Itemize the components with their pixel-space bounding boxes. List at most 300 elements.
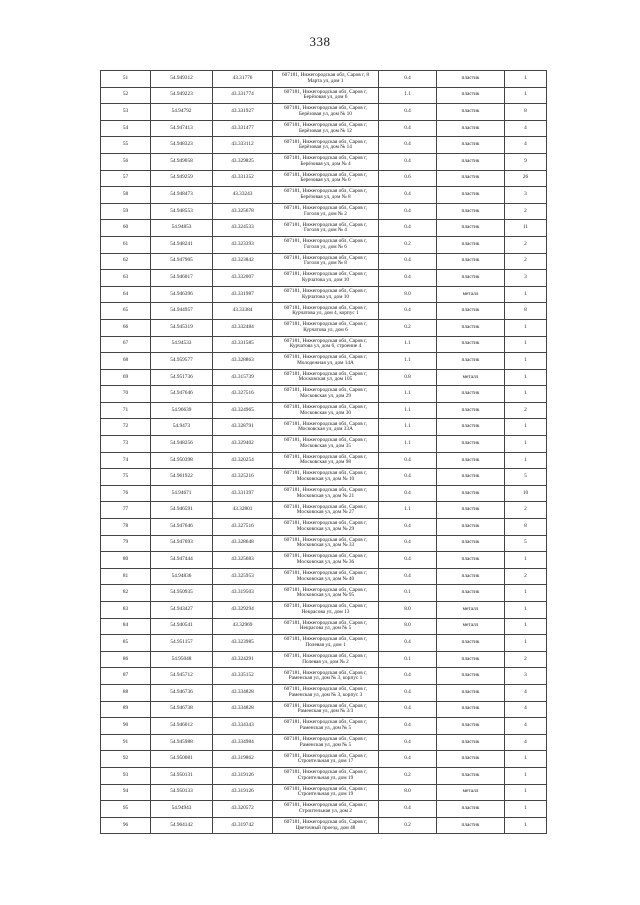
table-row [101,502,547,519]
material-cell: пластик [437,635,505,652]
address-line-1: 607181, Нижегородская обл, Саров г, [283,719,368,726]
count-cell: 1 [505,436,547,453]
latitude-cell: 54.946012 [151,718,213,735]
count-cell: 1 [505,386,547,403]
address-line-2: Курчатова ул, дом 6, строение 4 [289,343,362,350]
latitude-cell: 54.946736 [151,684,213,701]
row-number-cell: 68 [101,353,151,370]
volume-cell: 0.4 [379,303,437,320]
address-line-2: Московская ул, дом 35 [299,442,351,449]
count-cell: 2 [505,651,547,668]
count-cell: 1 [505,452,547,469]
row-number-cell: 66 [101,319,151,336]
count-cell: 5 [505,469,547,486]
latitude-cell: 54.94836 [151,568,213,585]
material-cell: пластик [437,419,505,436]
volume-cell: 0.4 [379,153,437,170]
count-cell: 2 [505,253,547,270]
address-line-1: 607181, Нижегородская обл, Саров г, [283,487,368,494]
address-line-2: Московская ул, дом 105 [298,376,353,383]
address-line-1: 607181, Нижегородская обл, Саров г, [283,686,368,693]
table-row [101,71,547,88]
latitude-cell: 54.947646 [151,386,213,403]
address-cell [273,153,379,170]
material-cell: металл [437,784,505,801]
latitude-cell: 54.948473 [151,187,213,204]
material-cell: пластик [437,270,505,287]
table-row [101,734,547,751]
row-number-cell: 83 [101,602,151,619]
address-line-1: 607181, Нижегородская обл, Саров г, [283,304,368,311]
latitude-cell: 54.949058 [151,153,213,170]
longitude-cell: 43.327516 [213,519,273,536]
volume-cell: 1.1 [379,402,437,419]
address-line-1: 607181, Нижегородская обл, Саров г, [283,88,368,95]
count-cell: 2 [505,236,547,253]
latitude-cell: 54.945988 [151,734,213,751]
address-cell [273,801,379,818]
count-cell: 1 [505,419,547,436]
material-cell: пластик [437,801,505,818]
material-cell: пластик [437,436,505,453]
row-number-cell: 94 [101,784,151,801]
address-cell [273,751,379,768]
address-line-2: Гоголя ул, дом № 2 [304,210,347,217]
count-cell: 1 [505,319,547,336]
address-line-2: Берёзовая ул, дом № 14 [299,144,352,151]
table-row [101,452,547,469]
volume-cell: 0.4 [379,734,437,751]
row-number-cell: 53 [101,104,151,121]
address-line-1: 607181, Нижегородская обл, Саров г, [283,404,368,411]
material-cell: пластик [437,353,505,370]
volume-cell: 1.1 [379,386,437,403]
latitude-cell: 54.945319 [151,319,213,336]
longitude-cell: 43.323985 [213,635,273,652]
volume-cell: 1.1 [379,87,437,104]
address-line-1: 607181, Нижегородская обл, Саров г, [283,470,368,477]
address-line-1: 607181, Нижегородская обл, Саров г, [283,238,368,245]
count-cell: 1 [505,767,547,784]
table-row [101,319,547,336]
material-cell: пластик [437,519,505,536]
material-cell: пластик [437,452,505,469]
longitude-cell: 43.333112 [213,137,273,154]
volume-cell: 0.4 [379,104,437,121]
longitude-cell: 43.331585 [213,336,273,353]
count-cell: 4 [505,120,547,137]
table-row [101,386,547,403]
address-cell [273,519,379,536]
row-number-cell: 65 [101,303,151,320]
row-number-cell: 54 [101,120,151,137]
longitude-cell: 43.325683 [213,552,273,569]
address-line-2: Курчатова ул, дом 6 [303,326,348,333]
address-cell [273,353,379,370]
address-cell [273,436,379,453]
address-cell [273,170,379,187]
address-line-2: Московская ул, дом № 10 [296,476,355,483]
address-cell [273,585,379,602]
address-line-1: 607181, Нижегородская обл, Саров г, [283,387,368,394]
row-number-cell: 81 [101,568,151,585]
volume-cell: 0.2 [379,236,437,253]
address-line-2: Некрасова ул, дом № 5 [299,625,352,632]
volume-cell: 8.0 [379,784,437,801]
address-cell [273,734,379,751]
table-row [101,469,547,486]
address-line-2: Строительная ул, дом 17 [297,758,354,765]
longitude-cell: 43.325678 [213,203,273,220]
row-number-cell: 75 [101,469,151,486]
count-cell: 4 [505,718,547,735]
latitude-cell: 54.948553 [151,203,213,220]
address-line-1: 607181, Нижегородская обл, Саров г, [283,553,368,560]
address-line-1: 607181, Нижегородская обл, Саров г, [283,586,368,593]
count-cell: 1 [505,801,547,818]
address-line-1: 607181, Нижегородская обл, Саров г, [283,188,368,195]
latitude-cell: 54.964142 [151,817,213,834]
table-row [101,236,547,253]
material-cell: пластик [437,236,505,253]
longitude-cell: 43.32801 [213,502,273,519]
material-cell: пластик [437,120,505,137]
count-cell: 11 [505,220,547,237]
address-line-1: 607181, Нижегородская обл, Саров г, [283,652,368,659]
longitude-cell: 43.331774 [213,87,273,104]
volume-cell: 1.1 [379,436,437,453]
row-number-cell: 55 [101,137,151,154]
latitude-cell: 54.94792 [151,104,213,121]
address-line-1: 607181, Нижегородская обл, Саров г, [283,603,368,610]
count-cell: 1 [505,817,547,834]
address-line-1: 607181, Нижегородская обл, Саров г, [283,785,368,792]
address-cell [273,602,379,619]
table-row [101,767,547,784]
address-line-2: Московская ул, дом 98 [299,459,351,466]
row-number-cell: 52 [101,87,151,104]
row-number-cell: 86 [101,651,151,668]
latitude-cell: 54.950398 [151,452,213,469]
volume-cell: 0.4 [379,568,437,585]
count-cell: 3 [505,187,547,204]
address-line-1: 607181, Нижегородская обл, Саров г, [283,735,368,742]
row-number-cell: 91 [101,734,151,751]
count-cell: 3 [505,668,547,685]
row-number-cell: 74 [101,452,151,469]
address-cell [273,386,379,403]
address-line-1: 607181, Нижегородская обл, Саров г, [283,420,368,427]
row-number-cell: 96 [101,817,151,834]
longitude-cell: 43.335152 [213,668,273,685]
address-line-2: Раменская ул, дом № 3, корпус 1 [288,675,363,682]
address-line-1: 607181, Нижегородская обл, Саров г, [283,271,368,278]
latitude-cell: 54.947444 [151,552,213,569]
address-line-2: Московская ул, дом № 40 [296,575,355,582]
material-cell: пластик [437,104,505,121]
address-line-1: 607181, Нижегородская обл, Саров г, [283,337,368,344]
latitude-cell: 54.951157 [151,635,213,652]
volume-cell: 0.4 [379,137,437,154]
material-cell: пластик [437,253,505,270]
material-cell: пластик [437,767,505,784]
latitude-cell: 54.96639 [151,402,213,419]
row-number-cell: 61 [101,236,151,253]
row-number-cell: 88 [101,684,151,701]
longitude-cell: 43.334984 [213,734,273,751]
material-cell: пластик [437,718,505,735]
address-cell [273,419,379,436]
latitude-cell: 54.950081 [151,751,213,768]
address-line-1: 607181, Нижегородская обл, Саров г, [283,105,368,112]
longitude-cell: 43.315739 [213,369,273,386]
address-cell [273,784,379,801]
address-line-2: Курчатова ул, дом 10 [301,293,350,300]
page-number: 338 [309,34,331,49]
latitude-cell: 54.949259 [151,170,213,187]
address-line-1: 607181, Нижегородская обл, Саров г, [283,453,368,460]
table-row [101,436,547,453]
address-line-2: Берёзовая ул, дом № 12 [299,127,352,134]
count-cell: 2 [505,568,547,585]
count-cell: 1 [505,336,547,353]
material-cell: пластик [437,203,505,220]
volume-cell: 0.2 [379,767,437,784]
latitude-cell: 54.944957 [151,303,213,320]
latitude-cell: 54.946738 [151,701,213,718]
longitude-cell: 43.320572 [213,801,273,818]
longitude-cell: 43.33384 [213,303,273,320]
longitude-cell: 43.334828 [213,684,273,701]
material-cell: пластик [437,701,505,718]
volume-cell: 0.6 [379,170,437,187]
volume-cell: 0.1 [379,585,437,602]
address-line-2: Московская ул, дом № 33 [296,542,355,549]
count-cell: 4 [505,684,547,701]
longitude-cell: 43.327516 [213,386,273,403]
table-body [101,71,547,834]
longitude-cell: 43.328863 [213,353,273,370]
address-line-2: Строительная ул, дом 2 [299,807,352,814]
address-line-1: 607181, Нижегородская обл, Саров г, [283,818,368,825]
latitude-cell: 54.94943 [151,801,213,818]
address-cell [273,303,379,320]
address-line-1: 607181, Нижегородская обл, Саров г, [283,503,368,510]
address-cell [273,137,379,154]
longitude-cell: 43.33243 [213,187,273,204]
address-cell [273,120,379,137]
table-row [101,336,547,353]
address-cell [273,502,379,519]
row-number-cell: 93 [101,767,151,784]
row-number-cell: 85 [101,635,151,652]
longitude-cell: 43.334343 [213,718,273,735]
longitude-cell: 43.325216 [213,469,273,486]
volume-cell: 0.4 [379,701,437,718]
address-cell [273,535,379,552]
latitude-cell: 54.95048 [151,651,213,668]
material-cell: пластик [437,87,505,104]
volume-cell: 0.4 [379,552,437,569]
address-line-2: Полевая ул, дом 1 [305,641,346,648]
address-cell [273,684,379,701]
row-number-cell: 58 [101,187,151,204]
address-cell [273,336,379,353]
table-row [101,751,547,768]
address-line-1: 607181, Нижегородская обл, Саров г, [283,702,368,709]
table-row [101,369,547,386]
address-cell [273,71,379,88]
table-row [101,635,547,652]
count-cell: 1 [505,635,547,652]
material-cell: пластик [437,187,505,204]
latitude-cell: 54.947646 [151,519,213,536]
latitude-cell: 54.959577 [151,353,213,370]
longitude-cell: 43.329402 [213,436,273,453]
address-line-2: Берёзовая ул, дом № 10 [299,110,352,117]
address-line-2: Московская ул, дом № 21 [296,492,355,499]
longitude-cell: 43.324533 [213,220,273,237]
table-row [101,286,547,303]
count-cell: 1 [505,585,547,602]
address-cell [273,651,379,668]
table-row [101,485,547,502]
volume-cell: 0.2 [379,817,437,834]
address-line-2: Берёзовая ул, дом 6 [303,94,348,101]
table-row [101,784,547,801]
address-line-1: 607181, Нижегородская обл, Саров г, [283,287,368,294]
row-number-cell: 59 [101,203,151,220]
address-line-1: 607181, Нижегородская обл, Саров г, [283,254,368,261]
table-row [101,187,547,204]
row-number-cell: 70 [101,386,151,403]
address-cell [273,452,379,469]
latitude-cell: 54.94671 [151,485,213,502]
latitude-cell: 54.94853 [151,220,213,237]
volume-cell: 1.1 [379,419,437,436]
address-line-2: Цветочный проезд, дом 48 [295,824,356,831]
address-cell [273,270,379,287]
material-cell: пластик [437,684,505,701]
longitude-cell: 43.319126 [213,767,273,784]
row-number-cell: 69 [101,369,151,386]
row-number-cell: 73 [101,436,151,453]
table-row [101,104,547,121]
volume-cell: 8.0 [379,618,437,635]
material-cell: пластик [437,469,505,486]
row-number-cell: 60 [101,220,151,237]
longitude-cell: 43.32969 [213,618,273,635]
volume-cell: 0.4 [379,270,437,287]
table-row [101,220,547,237]
address-line-1: 607181, Нижегородская обл, Саров г, [283,221,368,228]
volume-cell: 1.1 [379,353,437,370]
longitude-cell: 43.319126 [213,784,273,801]
material-cell: пластик [437,585,505,602]
latitude-cell: 54.948323 [151,137,213,154]
row-number-cell: 72 [101,419,151,436]
row-number-cell: 63 [101,270,151,287]
table-row [101,519,547,536]
longitude-cell: 43.331987 [213,286,273,303]
count-cell: 4 [505,701,547,718]
count-cell: 1 [505,602,547,619]
material-cell: пластик [437,817,505,834]
row-number-cell: 71 [101,402,151,419]
row-number-cell: 64 [101,286,151,303]
address-cell [273,568,379,585]
longitude-cell: 43.329825 [213,153,273,170]
address-line-2: Раменская ул, дом № 3/3 [297,708,354,715]
latitude-cell: 54.945712 [151,668,213,685]
address-line-1: 607181, Нижегородская обл, Саров г, [283,370,368,377]
address-line-2: Курчатова ул, дом 10 [301,276,350,283]
material-cell: металл [437,369,505,386]
table-row [101,419,547,436]
longitude-cell: 43.319503 [213,585,273,602]
address-cell [273,767,379,784]
address-line-2: Московская ул, дом 29 [299,393,351,400]
address-cell [273,817,379,834]
count-cell: 4 [505,137,547,154]
volume-cell: 0.4 [379,120,437,137]
address-line-2: Некрасова ул, дом 13 [301,608,350,615]
table-row [101,137,547,154]
table-row [101,353,547,370]
address-cell [273,701,379,718]
address-line-2: Курчатова ул, дом 4, корпус 1 [292,310,359,317]
longitude-cell: 43.331477 [213,120,273,137]
table-row [101,801,547,818]
volume-cell: 8.0 [379,602,437,619]
row-number-cell: 51 [101,71,151,88]
longitude-cell: 43.332007 [213,270,273,287]
longitude-cell: 43.334828 [213,701,273,718]
address-cell [273,253,379,270]
count-cell: 5 [505,535,547,552]
longitude-cell: 43.320254 [213,452,273,469]
address-line-2: Раменская ул, дом № 3, корпус 3 [288,691,363,698]
volume-cell: 0.4 [379,751,437,768]
longitude-cell: 43.325953 [213,568,273,585]
count-cell: 8 [505,303,547,320]
count-cell: 2 [505,203,547,220]
address-cell [273,668,379,685]
row-number-cell: 92 [101,751,151,768]
material-cell: пластик [437,153,505,170]
count-cell: 1 [505,369,547,386]
count-cell: 8 [505,104,547,121]
material-cell: пластик [437,319,505,336]
longitude-cell: 43.323842 [213,253,273,270]
latitude-cell: 54.961922 [151,469,213,486]
latitude-cell: 54.94533 [151,336,213,353]
latitude-cell: 54.950935 [151,585,213,602]
latitude-cell: 54.947413 [151,120,213,137]
address-line-1: 607181, Нижегородская обл, Саров г, [283,171,368,178]
material-cell: пластик [437,552,505,569]
material-cell: пластик [437,336,505,353]
volume-cell: 0.4 [379,452,437,469]
table-row [101,170,547,187]
volume-cell: 0.4 [379,187,437,204]
volume-cell: 0.4 [379,668,437,685]
longitude-cell: 43.324965 [213,402,273,419]
address-cell [273,104,379,121]
address-line-1: 607181, Нижегородская обл, Саров г, [283,769,368,776]
count-cell: 1 [505,71,547,88]
table-row [101,602,547,619]
